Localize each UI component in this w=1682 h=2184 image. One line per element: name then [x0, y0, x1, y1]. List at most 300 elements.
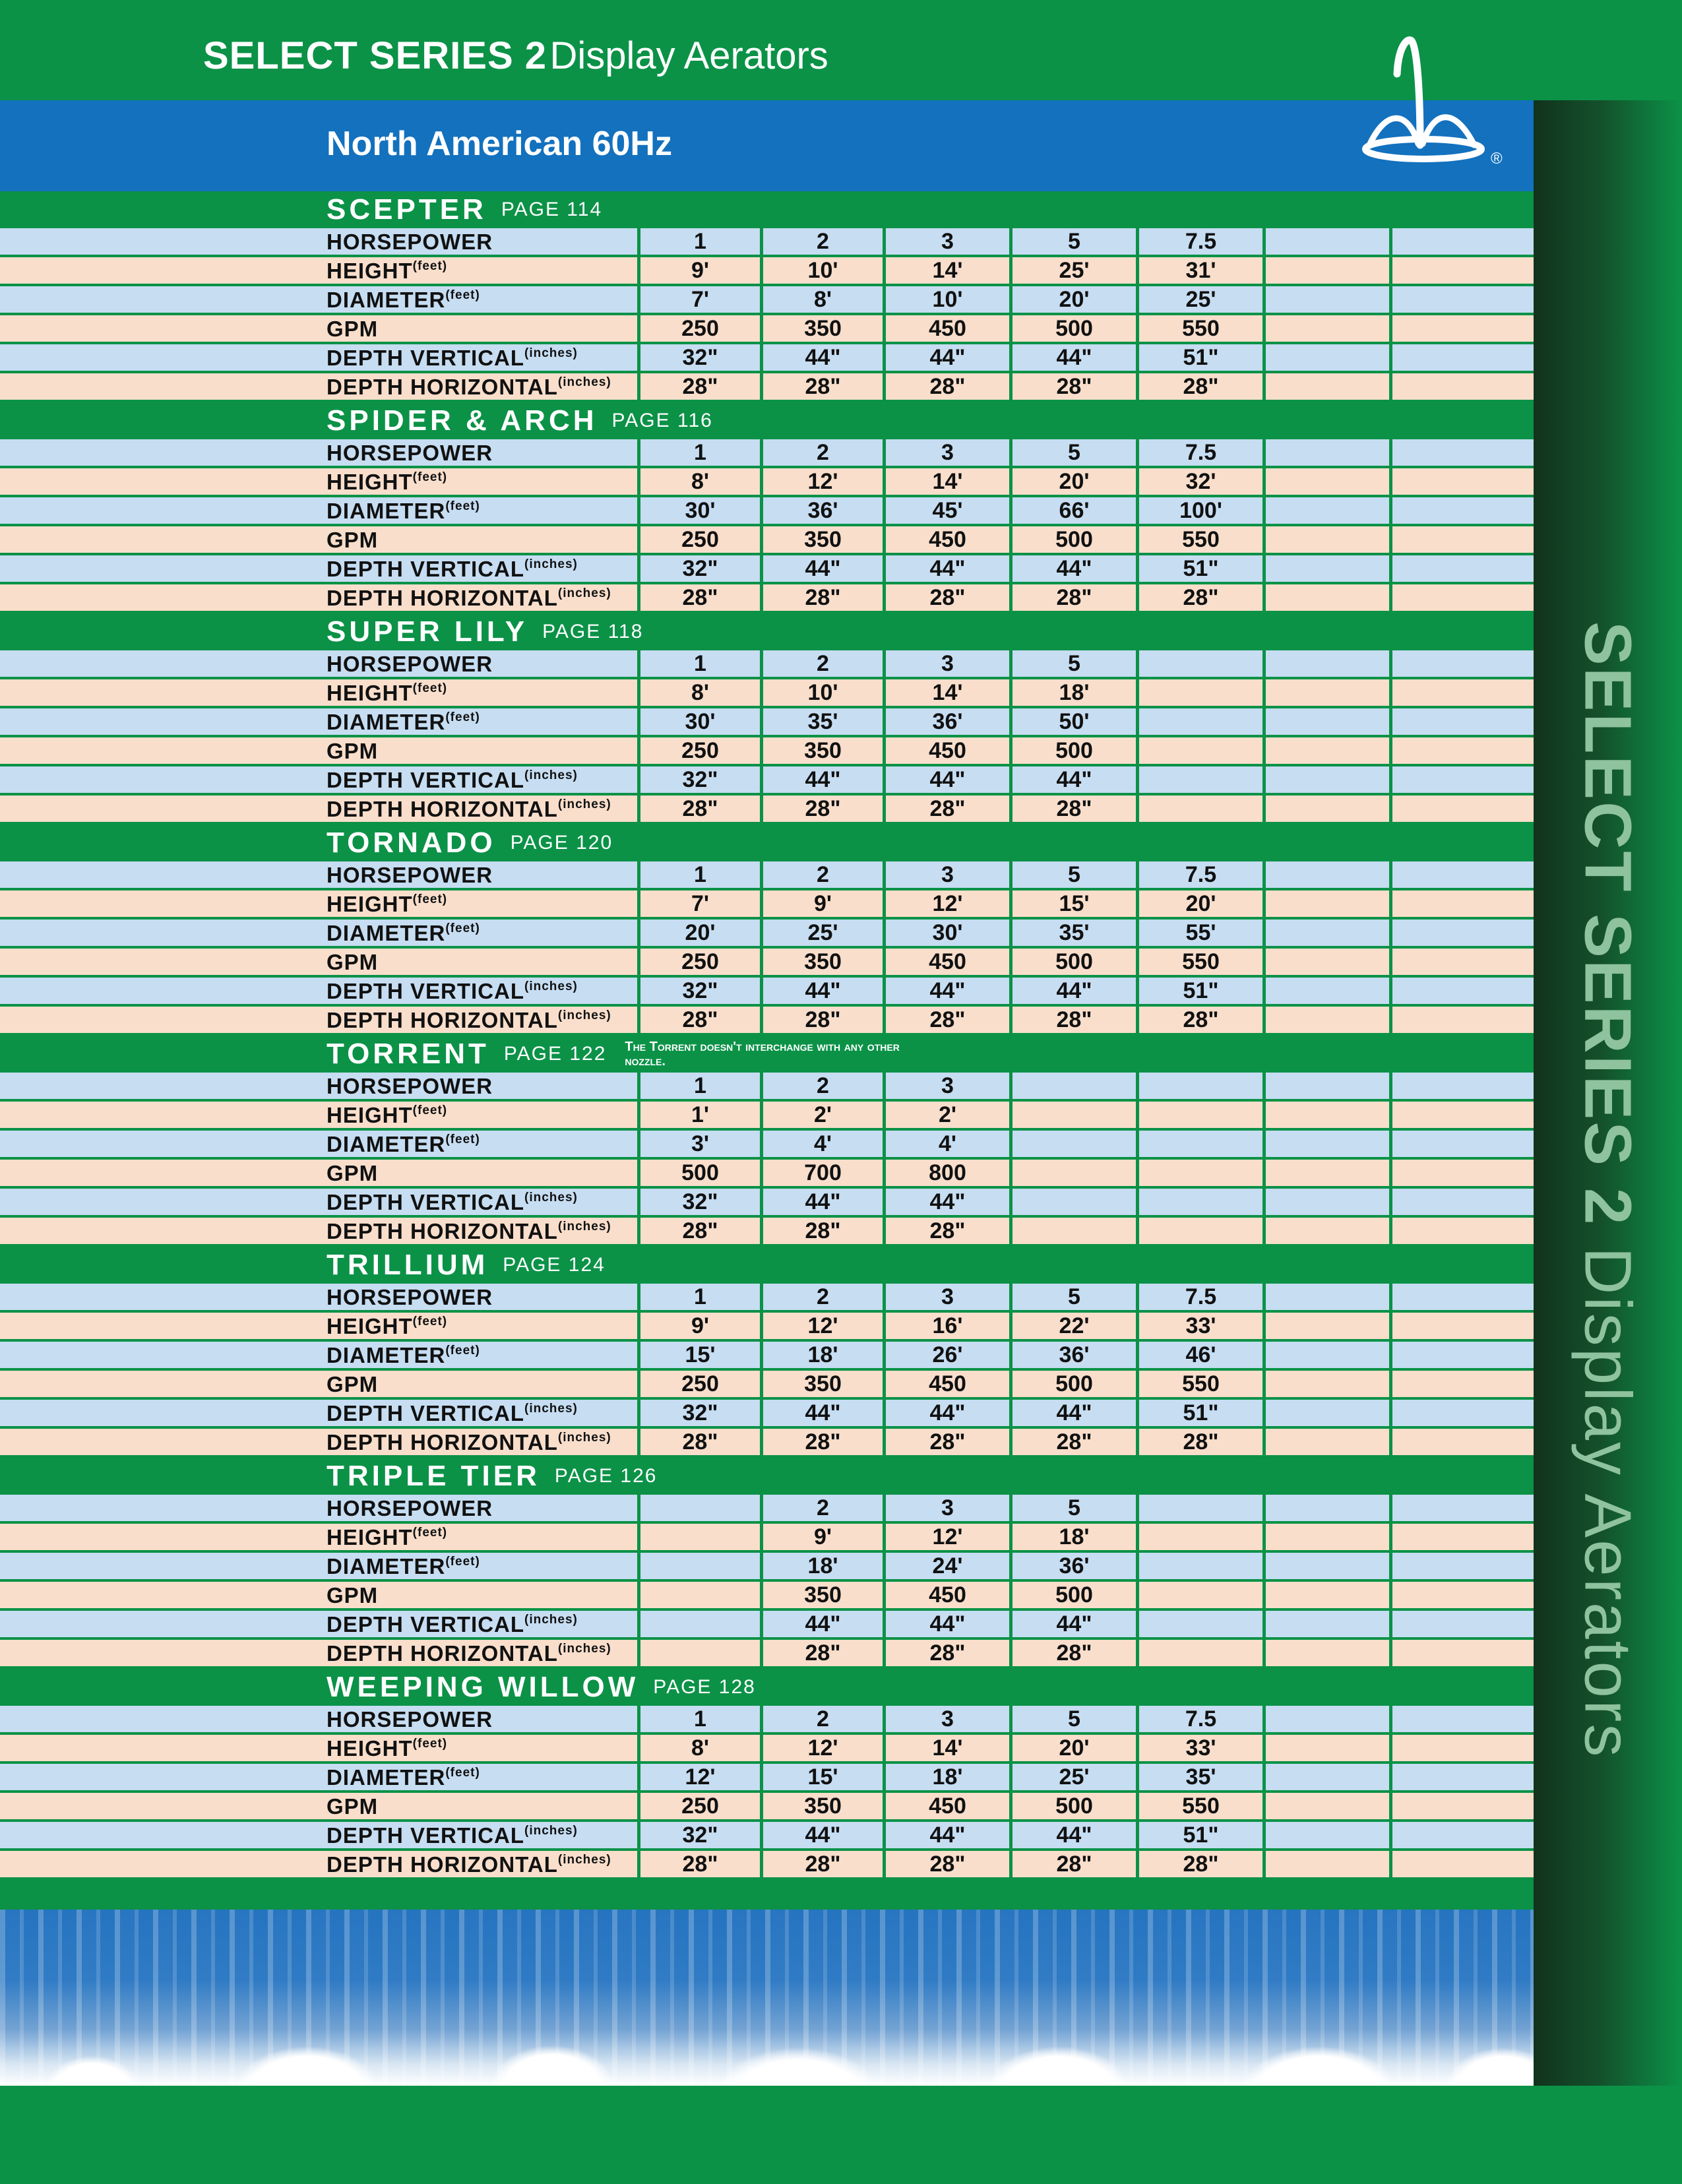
- value-cell: 1': [640, 1102, 760, 1128]
- spec-row-gpm: [0, 1582, 1534, 1608]
- value-cell: 8': [640, 468, 760, 495]
- value-cell: 550: [1139, 1793, 1262, 1819]
- value-cell: [1266, 1007, 1389, 1033]
- value-cell: [1392, 286, 1534, 313]
- value-cell: 1: [640, 861, 760, 888]
- value-cell: [1139, 1131, 1262, 1157]
- value-cell: 33': [1139, 1313, 1262, 1339]
- spec-row-depth-horizontal: [0, 1640, 1534, 1666]
- value-cell: [1266, 286, 1389, 313]
- section-title: SPIDER & ARCH: [327, 404, 598, 437]
- value-cell: 550: [1139, 1371, 1262, 1397]
- value-cell: 28": [640, 584, 760, 611]
- value-cell: 20': [640, 920, 760, 946]
- value-cell: 350: [763, 1582, 883, 1608]
- row-label: $DIAMETER^{(feet)}$: [0, 1131, 637, 1157]
- value-cell: 10': [763, 257, 883, 284]
- value-cell: 250: [640, 1371, 760, 1397]
- value-cell: [1139, 737, 1262, 764]
- region-title: North American 60Hz: [327, 125, 672, 163]
- section-page-label: PAGE 118: [542, 621, 644, 642]
- value-cell: 100': [1139, 497, 1262, 524]
- row-label: GPM: [0, 1371, 637, 1397]
- value-cell: 450: [886, 526, 1009, 553]
- value-cell: 28": [763, 1429, 883, 1455]
- value-cell: 44": [763, 1822, 883, 1848]
- row-label: $HEIGHT^{(feet)}$: [0, 1102, 637, 1128]
- value-cell: 35': [1012, 920, 1136, 946]
- value-cell: 500: [1012, 526, 1136, 553]
- value-cell: [1139, 1189, 1262, 1215]
- spec-row-depth-vertical: [0, 1611, 1534, 1637]
- value-cell: 18': [1012, 679, 1136, 706]
- value-cell: [1392, 766, 1534, 793]
- section-scepter: [0, 191, 1534, 400]
- value-cell: 7': [640, 890, 760, 917]
- value-cell: 3: [886, 1073, 1009, 1099]
- value-cell: [1392, 1371, 1534, 1397]
- value-cell: 44": [886, 1400, 1009, 1426]
- value-cell: 500: [1012, 1371, 1136, 1397]
- spec-row-depth-horizontal: [0, 1851, 1534, 1877]
- value-cell: 3: [886, 1284, 1009, 1310]
- value-cell: [1392, 1582, 1534, 1608]
- row-label: GPM: [0, 737, 637, 764]
- value-cell: [1266, 1793, 1389, 1819]
- value-cell: 18': [886, 1764, 1009, 1790]
- value-cell: 44": [886, 1611, 1009, 1637]
- section-header-super-lily: [0, 613, 1534, 650]
- value-cell: [1392, 344, 1534, 371]
- value-cell: 2: [763, 1073, 883, 1099]
- value-cell: 25': [1139, 286, 1262, 313]
- value-cell: [1266, 1822, 1389, 1848]
- value-cell: [1392, 1611, 1534, 1637]
- spec-row-depth-vertical: [0, 1189, 1534, 1215]
- value-cell: 18': [1012, 1524, 1136, 1550]
- value-cell: 50': [1012, 708, 1136, 735]
- value-cell: [1392, 1189, 1534, 1215]
- spec-row-horsepower: [0, 1495, 1534, 1521]
- value-cell: [1266, 1102, 1389, 1128]
- row-label: $DIAMETER^{(feet)}$: [0, 1764, 637, 1790]
- value-cell: [1139, 650, 1262, 677]
- section-page-label: PAGE 122: [503, 1043, 607, 1065]
- value-cell: [1266, 978, 1389, 1004]
- value-cell: [640, 1495, 760, 1521]
- row-label: DEPTH $VERTICAL^{(inches)}$: [0, 766, 637, 793]
- value-cell: 44": [886, 1822, 1009, 1848]
- value-cell: 250: [640, 526, 760, 553]
- value-cell: [1266, 766, 1389, 793]
- value-cell: 32": [640, 1189, 760, 1215]
- section-title: TORRENT: [327, 1038, 489, 1070]
- value-cell: 14': [886, 468, 1009, 495]
- section-title: TORNADO: [327, 827, 496, 859]
- value-cell: [1266, 1313, 1389, 1339]
- value-cell: [1266, 257, 1389, 284]
- value-cell: 2': [886, 1102, 1009, 1128]
- value-cell: 24': [886, 1553, 1009, 1579]
- value-cell: 7.5: [1139, 1706, 1262, 1732]
- row-label: DEPTH $VERTICAL^{(inches)}$: [0, 1189, 637, 1215]
- row-label: $DIAMETER^{(feet)}$: [0, 286, 637, 313]
- value-cell: 28": [1012, 796, 1136, 822]
- value-cell: 28": [763, 584, 883, 611]
- value-cell: [1139, 1524, 1262, 1550]
- value-cell: [1139, 708, 1262, 735]
- value-cell: 51": [1139, 555, 1262, 582]
- value-cell: [1392, 1851, 1534, 1877]
- value-cell: [1266, 1400, 1389, 1426]
- value-cell: 350: [763, 526, 883, 553]
- value-cell: 28": [763, 1218, 883, 1244]
- section-torrent: [0, 1036, 1534, 1244]
- value-cell: 28": [886, 796, 1009, 822]
- row-label: $HEIGHT^{(feet)}$: [0, 1524, 637, 1550]
- value-cell: 10': [886, 286, 1009, 313]
- section-page-label: PAGE 114: [501, 199, 603, 220]
- value-cell: 51": [1139, 344, 1262, 371]
- value-cell: [1266, 315, 1389, 342]
- value-cell: 2: [763, 439, 883, 466]
- value-cell: 44": [1012, 766, 1136, 793]
- value-cell: [1266, 737, 1389, 764]
- spec-row-diameter: [0, 1553, 1534, 1579]
- value-cell: 28": [640, 1218, 760, 1244]
- value-cell: [1139, 766, 1262, 793]
- value-cell: 250: [640, 949, 760, 975]
- value-cell: 28": [1139, 1851, 1262, 1877]
- value-cell: [1392, 978, 1534, 1004]
- value-cell: 12': [886, 890, 1009, 917]
- value-cell: 550: [1139, 315, 1262, 342]
- value-cell: [1266, 708, 1389, 735]
- value-cell: [1139, 1495, 1262, 1521]
- row-label: HORSEPOWER: [0, 1495, 637, 1521]
- section-trillium: [0, 1247, 1534, 1455]
- value-cell: [1392, 796, 1534, 822]
- value-cell: 450: [886, 949, 1009, 975]
- section-title: TRIPLE TIER: [327, 1460, 540, 1492]
- value-cell: [1392, 1007, 1534, 1033]
- sidebar-title-bold: SELECT SERIES 2: [1571, 621, 1645, 1227]
- value-cell: 2: [763, 861, 883, 888]
- value-cell: 44": [886, 766, 1009, 793]
- value-cell: [1392, 1218, 1534, 1244]
- spec-row-horsepower: [0, 650, 1534, 677]
- value-cell: [1392, 708, 1534, 735]
- value-cell: 18': [763, 1553, 883, 1579]
- value-cell: 12': [640, 1764, 760, 1790]
- section-page-label: PAGE 128: [653, 1676, 756, 1698]
- value-cell: [1139, 1160, 1262, 1186]
- value-cell: [1266, 679, 1389, 706]
- row-label: DEPTH $HORIZONTAL^{(inches)}$: [0, 1429, 637, 1455]
- value-cell: 8': [640, 1735, 760, 1761]
- value-cell: 500: [1012, 1582, 1136, 1608]
- value-cell: [1392, 1764, 1534, 1790]
- value-cell: 28": [763, 796, 883, 822]
- spec-row-depth-vertical: [0, 1400, 1534, 1426]
- value-cell: 44": [763, 1189, 883, 1215]
- value-cell: [1266, 920, 1389, 946]
- value-cell: [1139, 796, 1262, 822]
- row-label: $HEIGHT^{(feet)}$: [0, 1735, 637, 1761]
- value-cell: 44": [763, 344, 883, 371]
- value-cell: [1392, 526, 1534, 553]
- spec-row-horsepower: [0, 1284, 1534, 1310]
- value-cell: 32": [640, 978, 760, 1004]
- value-cell: 8': [640, 679, 760, 706]
- value-cell: 16': [886, 1313, 1009, 1339]
- section-spider-arch: [0, 402, 1534, 611]
- value-cell: 2: [763, 1495, 883, 1521]
- value-cell: 28": [763, 1007, 883, 1033]
- row-label: DEPTH $HORIZONTAL^{(inches)}$: [0, 373, 637, 400]
- value-cell: [1266, 1218, 1389, 1244]
- spec-row-depth-vertical: [0, 766, 1534, 793]
- value-cell: [1392, 890, 1534, 917]
- row-label: HORSEPOWER: [0, 1706, 637, 1732]
- value-cell: 3: [886, 650, 1009, 677]
- spec-row-diameter: [0, 1342, 1534, 1368]
- value-cell: [1012, 1189, 1136, 1215]
- value-cell: 250: [640, 315, 760, 342]
- value-cell: [1012, 1160, 1136, 1186]
- row-label: $HEIGHT^{(feet)}$: [0, 890, 637, 917]
- value-cell: 12': [763, 1313, 883, 1339]
- value-cell: 28": [763, 1640, 883, 1666]
- value-cell: 44": [886, 555, 1009, 582]
- sidebar-title-regular: Display Aerators: [1571, 1247, 1645, 1759]
- row-label: $DIAMETER^{(feet)}$: [0, 1342, 637, 1368]
- value-cell: 28": [1012, 1640, 1136, 1666]
- value-cell: 2': [763, 1102, 883, 1128]
- value-cell: 20': [1012, 286, 1136, 313]
- value-cell: 5: [1012, 1495, 1136, 1521]
- value-cell: 5: [1012, 228, 1136, 255]
- row-label: $HEIGHT^{(feet)}$: [0, 257, 637, 284]
- value-cell: [1392, 468, 1534, 495]
- value-cell: 46': [1139, 1342, 1262, 1368]
- value-cell: [1392, 1793, 1534, 1819]
- value-cell: 450: [886, 1793, 1009, 1819]
- value-cell: [1392, 1342, 1534, 1368]
- value-cell: [1266, 228, 1389, 255]
- value-cell: [1266, 373, 1389, 400]
- row-label: DEPTH $HORIZONTAL^{(inches)}$: [0, 1851, 637, 1877]
- section-title: SCEPTER: [327, 193, 487, 226]
- value-cell: 28": [886, 1851, 1009, 1877]
- row-label: GPM: [0, 949, 637, 975]
- row-label: DEPTH $HORIZONTAL^{(inches)}$: [0, 1218, 637, 1244]
- row-label: $HEIGHT^{(feet)}$: [0, 1313, 637, 1339]
- value-cell: 36': [763, 497, 883, 524]
- value-cell: [1266, 1284, 1389, 1310]
- value-cell: [1392, 949, 1534, 975]
- value-cell: [1266, 497, 1389, 524]
- value-cell: 12': [763, 468, 883, 495]
- spec-row-depth-vertical: [0, 344, 1534, 371]
- section-header-spider-arch: [0, 402, 1534, 439]
- value-cell: 44": [886, 978, 1009, 1004]
- sidebar-title: [1571, 621, 1645, 1759]
- spec-row-depth-vertical: [0, 1822, 1534, 1848]
- value-cell: 500: [1012, 315, 1136, 342]
- value-cell: 20': [1139, 890, 1262, 917]
- spec-row-depth-horizontal: [0, 796, 1534, 822]
- value-cell: 8': [763, 286, 883, 313]
- value-cell: [1392, 1735, 1534, 1761]
- section-triple-tier: [0, 1458, 1534, 1666]
- section-title: SUPER LILY: [327, 615, 528, 648]
- value-cell: 500: [640, 1160, 760, 1186]
- value-cell: 44": [886, 344, 1009, 371]
- value-cell: [1266, 1735, 1389, 1761]
- value-cell: 700: [763, 1160, 883, 1186]
- value-cell: 35': [763, 708, 883, 735]
- value-cell: 14': [886, 257, 1009, 284]
- value-cell: 28": [886, 1429, 1009, 1455]
- row-label: HORSEPOWER: [0, 861, 637, 888]
- value-cell: 1: [640, 650, 760, 677]
- value-cell: 14': [886, 679, 1009, 706]
- value-cell: [1392, 1553, 1534, 1579]
- value-cell: 44": [763, 555, 883, 582]
- value-cell: 450: [886, 1582, 1009, 1608]
- value-cell: 9': [763, 1524, 883, 1550]
- value-cell: 36': [1012, 1553, 1136, 1579]
- value-cell: 350: [763, 315, 883, 342]
- value-cell: 15': [1012, 890, 1136, 917]
- value-cell: 33': [1139, 1735, 1262, 1761]
- value-cell: [1392, 861, 1534, 888]
- value-cell: 28": [1139, 373, 1262, 400]
- value-cell: 500: [1012, 737, 1136, 764]
- water-photo: [0, 1910, 1534, 2086]
- row-label: DEPTH $HORIZONTAL^{(inches)}$: [0, 1640, 637, 1666]
- value-cell: [1266, 584, 1389, 611]
- value-cell: 350: [763, 949, 883, 975]
- spec-tables: [0, 191, 1534, 1880]
- value-cell: 2: [763, 1284, 883, 1310]
- value-cell: 32": [640, 1822, 760, 1848]
- value-cell: 7.5: [1139, 1284, 1262, 1310]
- spec-row-gpm: [0, 526, 1534, 553]
- value-cell: 44": [1012, 978, 1136, 1004]
- section-header-triple-tier: [0, 1458, 1534, 1495]
- spec-row-horsepower: [0, 439, 1534, 466]
- spec-row-depth-horizontal: [0, 584, 1534, 611]
- spec-row-height: [0, 257, 1534, 284]
- spec-row-height: [0, 1735, 1534, 1761]
- value-cell: 28": [640, 1007, 760, 1033]
- value-cell: 9': [640, 1313, 760, 1339]
- value-cell: 1: [640, 1284, 760, 1310]
- value-cell: [1266, 1371, 1389, 1397]
- value-cell: [1266, 1582, 1389, 1608]
- spec-row-height: [0, 468, 1534, 495]
- value-cell: 44": [763, 766, 883, 793]
- value-cell: 7.5: [1139, 861, 1262, 888]
- value-cell: [1392, 1073, 1534, 1099]
- value-cell: 2: [763, 650, 883, 677]
- row-label: DEPTH $HORIZONTAL^{(inches)}$: [0, 584, 637, 611]
- spec-row-height: [0, 679, 1534, 706]
- value-cell: [1266, 1611, 1389, 1637]
- row-label: HORSEPOWER: [0, 1073, 637, 1099]
- value-cell: 1: [640, 228, 760, 255]
- value-cell: [1266, 1160, 1389, 1186]
- section-title: TRILLIUM: [327, 1249, 489, 1281]
- spec-row-gpm: [0, 949, 1534, 975]
- value-cell: 1: [640, 1073, 760, 1099]
- value-cell: 350: [763, 1793, 883, 1819]
- value-cell: 51": [1139, 1822, 1262, 1848]
- value-cell: 500: [1012, 949, 1136, 975]
- value-cell: [1266, 650, 1389, 677]
- value-cell: [1392, 228, 1534, 255]
- spec-row-height: [0, 890, 1534, 917]
- value-cell: 5: [1012, 861, 1136, 888]
- section-header-trillium: [0, 1247, 1534, 1284]
- row-label: $DIAMETER^{(feet)}$: [0, 920, 637, 946]
- value-cell: 44": [1012, 1400, 1136, 1426]
- row-label: GPM: [0, 1582, 637, 1608]
- value-cell: 9': [640, 257, 760, 284]
- value-cell: 7': [640, 286, 760, 313]
- value-cell: [1266, 1495, 1389, 1521]
- value-cell: [1139, 679, 1262, 706]
- value-cell: 51": [1139, 1400, 1262, 1426]
- row-label: GPM: [0, 1160, 637, 1186]
- value-cell: 66': [1012, 497, 1136, 524]
- value-cell: [1266, 890, 1389, 917]
- value-cell: 350: [763, 737, 883, 764]
- value-cell: [1266, 1706, 1389, 1732]
- section-weeping-willow: [0, 1669, 1534, 1877]
- row-label: DEPTH $VERTICAL^{(inches)}$: [0, 344, 637, 371]
- row-label: $HEIGHT^{(feet)}$: [0, 468, 637, 495]
- value-cell: 32": [640, 344, 760, 371]
- value-cell: 2: [763, 228, 883, 255]
- value-cell: [1266, 555, 1389, 582]
- spec-row-horsepower: [0, 228, 1534, 255]
- value-cell: 500: [1012, 1793, 1136, 1819]
- section-tornado: [0, 825, 1534, 1033]
- page-title-regular: Display Aerators: [549, 34, 828, 77]
- value-cell: [640, 1524, 760, 1550]
- value-cell: [1392, 1131, 1534, 1157]
- spec-row-horsepower: [0, 861, 1534, 888]
- value-cell: [1266, 344, 1389, 371]
- row-label: DEPTH $VERTICAL^{(inches)}$: [0, 1822, 637, 1848]
- value-cell: [1266, 796, 1389, 822]
- value-cell: 450: [886, 315, 1009, 342]
- value-cell: 25': [1012, 257, 1136, 284]
- registered-mark: ®: [1491, 150, 1503, 168]
- value-cell: 28": [1012, 1851, 1136, 1877]
- value-cell: 18': [763, 1342, 883, 1368]
- value-cell: [1392, 584, 1534, 611]
- value-cell: 28": [886, 1640, 1009, 1666]
- row-label: DEPTH $VERTICAL^{(inches)}$: [0, 978, 637, 1004]
- value-cell: [1266, 1851, 1389, 1877]
- row-label: DEPTH $HORIZONTAL^{(inches)}$: [0, 1007, 637, 1033]
- page-title: [203, 34, 828, 77]
- row-label: $HEIGHT^{(feet)}$: [0, 679, 637, 706]
